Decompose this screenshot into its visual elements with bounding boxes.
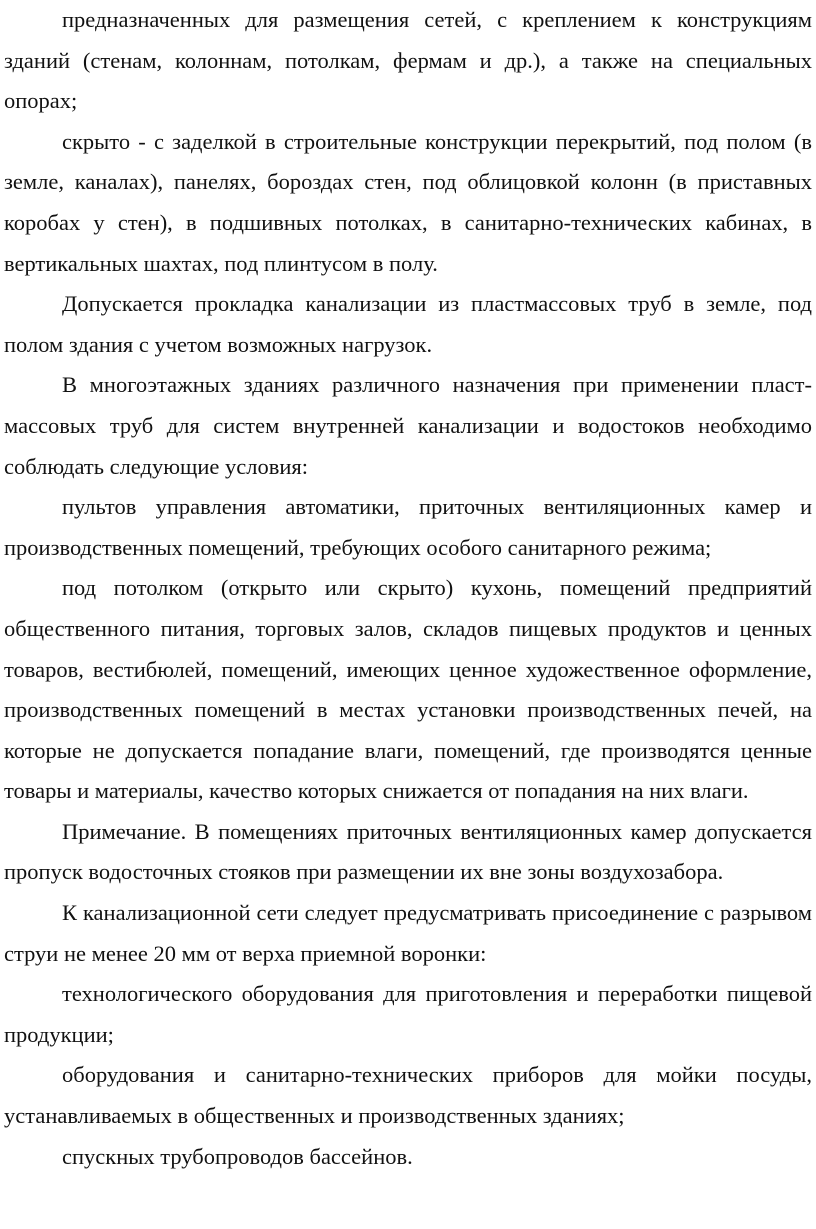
paragraph-concealed-laying: скрыто - с заделкой в строительные конструкции перекрытий, под полом (в земле, каналах), панелях, бороздах стен, под облицовкой колонн (в приставных коробах у стен), в подшивных потолках, в санитарно-технических кабинах, в вертикальных шахтах, под плинтусом в полу.	[4, 128, 812, 276]
paragraph-dishwashing-equipment: оборудования и санитарно-технических приборов для мойки посуды, устанавливаемых в общественных и производственных зданиях;	[4, 1062, 812, 1129]
paragraph-under-ceiling: под потолком (открыто или скрыто) кухонь, помещений предприятий общественного питания, торговых залов, складов пищевых продуктов и ценных товаров, вестибюлей, помещений, имеющих ценное художественное оформление, производственных помещений в местах установки производственных печей, на которые не допускается попадание влаги, помещений, где производятся ценные товары и материалы, качество которых снижается от попадания на них влаги.	[4, 575, 812, 804]
paragraph-multistorey-conditions: В многоэтажных зданиях различного назначения при применении пластмассовых труб для систем внутренней канализации и водостоков необходимо соблюдать следующие условия:	[4, 372, 812, 479]
paragraph-control-panels: пультов управления автоматики, приточных вентиляционных камер и производственных помещений, требующих особого санитарного режима;	[4, 494, 812, 560]
paragraph-note: Примечание. В помещениях приточных вентиляционных камер допускается пропуск водосточных стояков при размещении их вне зоны воздухозабора.	[4, 818, 812, 885]
paragraph-air-gap-connection: К канализационной сети следует предусматривать присоединение с разрывом струи не менее 20 мм от верха приемной воронки:	[4, 900, 812, 966]
paragraph-food-equipment: технологического оборудования для приготовления и переработки пищевой продукции;	[4, 981, 812, 1047]
paragraph-mounting-continuation: предназначенных для размещения сетей, с креплением к конструкциям зданий (стенам, колоннам, потолкам, фермам и др.), а также на специальных опорах;	[4, 7, 812, 114]
paragraph-ground-laying: Допускается прокладка канализации из пластмассовых труб в земле, под полом здания с учетом возможных нагрузок.	[4, 291, 812, 357]
paragraph-pool-drains: спускных трубопроводов бассейнов.	[62, 1143, 413, 1169]
